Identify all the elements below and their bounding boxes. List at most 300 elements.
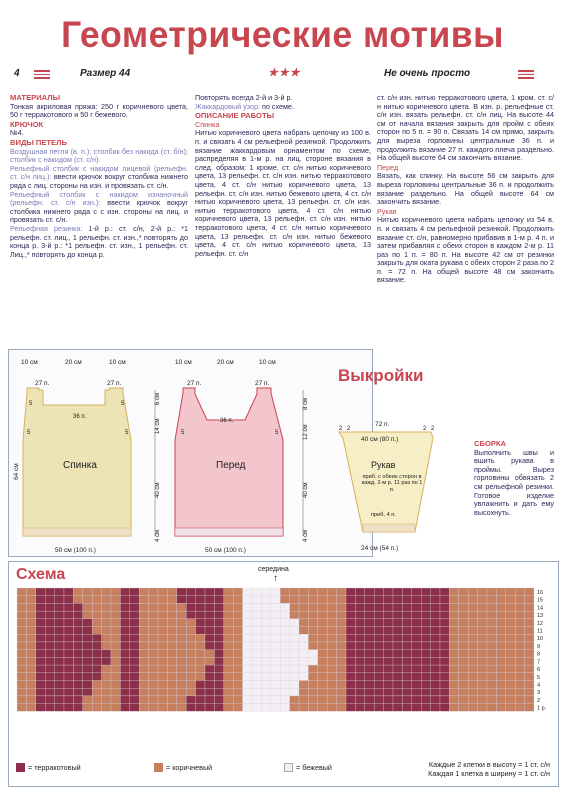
stitches-heading: ВИДЫ ПЕТЕЛЬ (10, 137, 67, 147)
grid-cell (487, 611, 496, 619)
grid-cell (102, 627, 111, 635)
grid-cell (440, 634, 449, 642)
grid-cell (393, 634, 402, 642)
grid-cell (384, 642, 393, 650)
grid-cell (440, 650, 449, 658)
grid-cell (402, 603, 411, 611)
row-number: 3 (537, 690, 541, 697)
grid-cell (130, 688, 139, 696)
grid-cell (412, 627, 421, 635)
grid-cell (308, 603, 317, 611)
grid-cell (36, 603, 45, 611)
grid-cell (478, 619, 487, 627)
grid-cell (487, 619, 496, 627)
grid-cell (449, 611, 458, 619)
grid-cell (431, 642, 440, 650)
grid-cell (496, 650, 505, 658)
grid-cell (111, 611, 120, 619)
grid-cell (214, 704, 223, 712)
grid-cell (318, 665, 327, 673)
grid-cell (196, 673, 205, 681)
grid-cell (205, 680, 214, 688)
grid-cell (393, 611, 402, 619)
grid-cell (337, 627, 346, 635)
grid-cell (271, 688, 280, 696)
grid-cell (478, 603, 487, 611)
grid-cell (402, 634, 411, 642)
grid-cell (26, 650, 35, 658)
grid-cell (412, 588, 421, 596)
grid-cell (384, 611, 393, 619)
grid-cell (515, 611, 524, 619)
back-right-dim-4: 4 см (155, 529, 161, 542)
grid-cell (177, 603, 186, 611)
grid-cell (252, 642, 261, 650)
grid-cell (478, 665, 487, 673)
grid-cell (337, 634, 346, 642)
grid-cell (102, 680, 111, 688)
grid-cell (224, 627, 233, 635)
grid-cell (412, 634, 421, 642)
grid-cell (374, 696, 383, 704)
grid-cell (55, 603, 64, 611)
grid-cell (421, 704, 430, 712)
grid-cell (252, 596, 261, 604)
grid-cell (17, 680, 26, 688)
grid-cell (55, 680, 64, 688)
grid-cell (431, 696, 440, 704)
grid-cell (515, 673, 524, 681)
front-label: Перед (216, 460, 246, 471)
grid-cell (280, 657, 289, 665)
size-label: Размер 44 (80, 68, 131, 79)
grid-cell (177, 596, 186, 604)
grid-cell (299, 650, 308, 658)
grid-cell (55, 611, 64, 619)
grid-cell (83, 650, 92, 658)
grid-cell (402, 673, 411, 681)
grid-cell (318, 596, 327, 604)
grid-cell (64, 596, 73, 604)
grid-cell (374, 704, 383, 712)
grid-cell (327, 603, 336, 611)
grid-cell (83, 665, 92, 673)
grid-cell (506, 603, 515, 611)
grid-cell (36, 627, 45, 635)
grid-cell (308, 704, 317, 712)
grid-cell (393, 673, 402, 681)
grid-cell (478, 696, 487, 704)
jacquard-grid (9, 562, 560, 762)
grid-cell (233, 696, 242, 704)
grid-cell (355, 588, 364, 596)
grid-cell (365, 603, 374, 611)
grid-cell (243, 619, 252, 627)
materials-heading: МАТЕРИАЛЫ (10, 93, 60, 102)
grid-cell (83, 634, 92, 642)
grid-cell (73, 588, 82, 596)
grid-cell (280, 650, 289, 658)
grid-cell (167, 657, 176, 665)
grid-cell (36, 650, 45, 658)
grid-cell (73, 665, 82, 673)
grid-cell (158, 611, 167, 619)
grid-cell (243, 603, 252, 611)
grid-cell (327, 688, 336, 696)
grid-cell (130, 627, 139, 635)
grid-cell (346, 704, 355, 712)
grid-cell (233, 627, 242, 635)
grid-cell (120, 596, 129, 604)
grid-cell (402, 619, 411, 627)
grid-cell (374, 688, 383, 696)
grid-cell (196, 650, 205, 658)
grid-cell (280, 619, 289, 627)
grid-cell (186, 650, 195, 658)
grid-cell (384, 680, 393, 688)
grid-cell (64, 688, 73, 696)
row-number: 9 (537, 643, 541, 650)
grid-cell (421, 673, 430, 681)
grid-cell (412, 665, 421, 673)
grid-cell (26, 588, 35, 596)
grid-cell (55, 596, 64, 604)
grid-cell (449, 619, 458, 627)
grid-cell (308, 688, 317, 696)
grid-cell (431, 603, 440, 611)
grid-cell (374, 642, 383, 650)
grid-cell (402, 680, 411, 688)
grid-cell (308, 634, 317, 642)
text-column-3 (377, 94, 554, 286)
grid-cell (412, 642, 421, 650)
grid-cell (337, 603, 346, 611)
grid-cell (45, 627, 54, 635)
grid-cell (233, 673, 242, 681)
grid-cell (271, 665, 280, 673)
grid-cell (102, 642, 111, 650)
grid-cell (186, 665, 195, 673)
grid-cell (45, 603, 54, 611)
row-number: 7 (537, 659, 541, 666)
grid-cell (111, 627, 120, 635)
grid-cell (252, 611, 261, 619)
grid-cell (224, 657, 233, 665)
grid-cell (120, 665, 129, 673)
grid-cell (243, 588, 252, 596)
grid-cell (459, 650, 468, 658)
grid-cell (158, 642, 167, 650)
grid-cell (233, 611, 242, 619)
grid-cell (45, 696, 54, 704)
grid-cell (496, 596, 505, 604)
grid-cell (196, 634, 205, 642)
grid-cell (525, 634, 534, 642)
grid-cell (261, 704, 270, 712)
grid-cell (73, 642, 82, 650)
grid-cell (120, 619, 129, 627)
grid-cell (318, 588, 327, 596)
grid-cell (318, 673, 327, 681)
grid-cell (402, 627, 411, 635)
grid-cell (299, 696, 308, 704)
grid-cell (440, 665, 449, 673)
grid-cell (26, 657, 35, 665)
grid-cell (327, 619, 336, 627)
grid-cell (92, 650, 101, 658)
grid-cell (120, 704, 129, 712)
grid-cell (26, 627, 35, 635)
grid-cell (158, 619, 167, 627)
front-neck: 36 п. (220, 418, 234, 424)
grid-cell (64, 704, 73, 712)
schema-title: Схема (16, 566, 66, 583)
grid-cell (205, 603, 214, 611)
grid-cell (26, 642, 35, 650)
grid-cell (478, 611, 487, 619)
grid-cell (449, 665, 458, 673)
grid-cell (55, 642, 64, 650)
grid-cell (290, 603, 299, 611)
grid-cell (384, 596, 393, 604)
grid-cell (102, 650, 111, 658)
grid-cell (243, 680, 252, 688)
grid-cell (261, 627, 270, 635)
row-number: 8 (537, 651, 541, 658)
grid-cell (280, 603, 289, 611)
grid-cell (243, 673, 252, 681)
grid-cell (83, 627, 92, 635)
grid-cell (186, 634, 195, 642)
grid-cell (525, 588, 534, 596)
grid-cell (64, 588, 73, 596)
grid-cell (224, 588, 233, 596)
grid-cell (64, 650, 73, 658)
grid-cell (17, 673, 26, 681)
grid-cell (205, 627, 214, 635)
grid-cell (384, 696, 393, 704)
front-side-1: 5 (181, 430, 185, 436)
front-pattern (175, 359, 309, 554)
grid-cell (271, 680, 280, 688)
grid-cell (177, 642, 186, 650)
grid-cell (402, 696, 411, 704)
grid-cell (64, 642, 73, 650)
grid-cell (299, 688, 308, 696)
grid-cell (318, 680, 327, 688)
back-right-dim-2: 14 см (155, 418, 161, 434)
grid-cell (271, 619, 280, 627)
grid-cell (158, 696, 167, 704)
grid-cell (459, 704, 468, 712)
grid-cell (468, 657, 477, 665)
grid-cell (186, 611, 195, 619)
back-top-dim-3: 10 см (109, 359, 126, 366)
grid-cell (337, 688, 346, 696)
grid-cell (120, 696, 129, 704)
grid-cell (224, 665, 233, 673)
grid-cell (374, 673, 383, 681)
row-number: 12 (537, 620, 544, 627)
grid-cell (515, 627, 524, 635)
grid-cell (374, 665, 383, 673)
grid-cell (327, 611, 336, 619)
grid-cell (346, 688, 355, 696)
grid-cell (130, 657, 139, 665)
grid-cell (36, 673, 45, 681)
grid-cell (120, 588, 129, 596)
grid-cell (327, 673, 336, 681)
grid-cell (271, 650, 280, 658)
grid-cell (515, 588, 524, 596)
grid-cell (290, 657, 299, 665)
grid-cell (139, 634, 148, 642)
grid-cell (73, 650, 82, 658)
grid-cell (214, 680, 223, 688)
header-bar (0, 68, 565, 82)
grid-cell (506, 619, 515, 627)
grid-cell (130, 611, 139, 619)
grid-cell (374, 619, 383, 627)
grid-cell (346, 650, 355, 658)
grid-cell (355, 673, 364, 681)
grid-cell (459, 611, 468, 619)
row-number: 15 (537, 597, 544, 604)
grid-cell (177, 627, 186, 635)
grid-cell (431, 627, 440, 635)
grid-cell (402, 642, 411, 650)
back-label: Спинка (63, 460, 97, 471)
grid-cell (167, 603, 176, 611)
grid-cell (55, 619, 64, 627)
grid-cell (515, 665, 524, 673)
grid-cell (525, 704, 534, 712)
grid-cell (525, 680, 534, 688)
grid-cell (346, 588, 355, 596)
grid-cell (421, 596, 430, 604)
grid-cell (487, 603, 496, 611)
grid-cell (496, 627, 505, 635)
grid-cell (355, 611, 364, 619)
grid-cell (271, 596, 280, 604)
grid-cell (83, 603, 92, 611)
grid-cell (36, 680, 45, 688)
center-label: середина (258, 566, 289, 573)
grid-cell (290, 642, 299, 650)
grid-cell (327, 665, 336, 673)
grid-cell (92, 665, 101, 673)
grid-cell (308, 611, 317, 619)
difficulty-label: Не очень просто (384, 68, 471, 79)
grid-cell (167, 650, 176, 658)
grid-cell (102, 657, 111, 665)
grid-cell (214, 696, 223, 704)
grid-cell (120, 634, 129, 642)
grid-cell (17, 603, 26, 611)
grid-cell (487, 627, 496, 635)
grid-cell (299, 611, 308, 619)
patterns-panel (8, 349, 435, 557)
grid-cell (525, 657, 534, 665)
grid-cell (280, 588, 289, 596)
grid-cell (459, 603, 468, 611)
grid-cell (440, 704, 449, 712)
grid-cell (299, 634, 308, 642)
grid-cell (506, 596, 515, 604)
grid-cell (261, 611, 270, 619)
grid-cell (506, 688, 515, 696)
grid-cell (243, 642, 252, 650)
grid-cell (337, 665, 346, 673)
grid-cell (468, 619, 477, 627)
grid-cell (431, 688, 440, 696)
grid-cell (478, 627, 487, 635)
grid-cell (337, 673, 346, 681)
grid-cell (496, 680, 505, 688)
grid-cell (299, 665, 308, 673)
grid-cell (346, 680, 355, 688)
grid-cell (205, 611, 214, 619)
grid-cell (374, 588, 383, 596)
center-arrow-icon: ↑ (273, 573, 278, 584)
grid-cell (506, 588, 515, 596)
grid-cell (139, 680, 148, 688)
grid-cell (365, 680, 374, 688)
grid-cell (478, 634, 487, 642)
grid-cell (506, 634, 515, 642)
grid-cell (196, 627, 205, 635)
grid-cell (17, 634, 26, 642)
grid-cell (167, 619, 176, 627)
grid-cell (365, 588, 374, 596)
grid-cell (120, 657, 129, 665)
grid-cell (224, 611, 233, 619)
grid-cell (515, 657, 524, 665)
back-heading: Спинка (195, 119, 220, 129)
grid-cell (252, 688, 261, 696)
grid-cell (73, 619, 82, 627)
grid-cell (431, 680, 440, 688)
grid-cell (449, 588, 458, 596)
materials-text: Тонкая акриловая пряжа: 250 г коричневого цвета, 50 г терракотового и 50 г бежевого. (10, 101, 188, 120)
grid-cell (384, 588, 393, 596)
grid-cell (346, 673, 355, 681)
grid-cell (205, 596, 214, 604)
grid-cell (308, 657, 317, 665)
grid-cell (261, 696, 270, 704)
grid-cell (402, 704, 411, 712)
grid-cell (402, 611, 411, 619)
grid-cell (177, 650, 186, 658)
text-column-2 (195, 94, 371, 259)
grid-cell (64, 673, 73, 681)
grid-cell (186, 627, 195, 635)
decor-lines-icon (34, 70, 50, 80)
grid-cell (36, 657, 45, 665)
grid-cell (26, 665, 35, 673)
page-title: Геометрические мотивы (61, 14, 504, 55)
grid-cell (525, 696, 534, 704)
grid-cell (412, 673, 421, 681)
grid-cell (337, 588, 346, 596)
grid-cell (449, 696, 458, 704)
grid-cell (45, 704, 54, 712)
grid-cell (45, 634, 54, 642)
grid-cell (224, 603, 233, 611)
grid-cell (149, 688, 158, 696)
grid-cell (149, 603, 158, 611)
grid-cell (177, 696, 186, 704)
